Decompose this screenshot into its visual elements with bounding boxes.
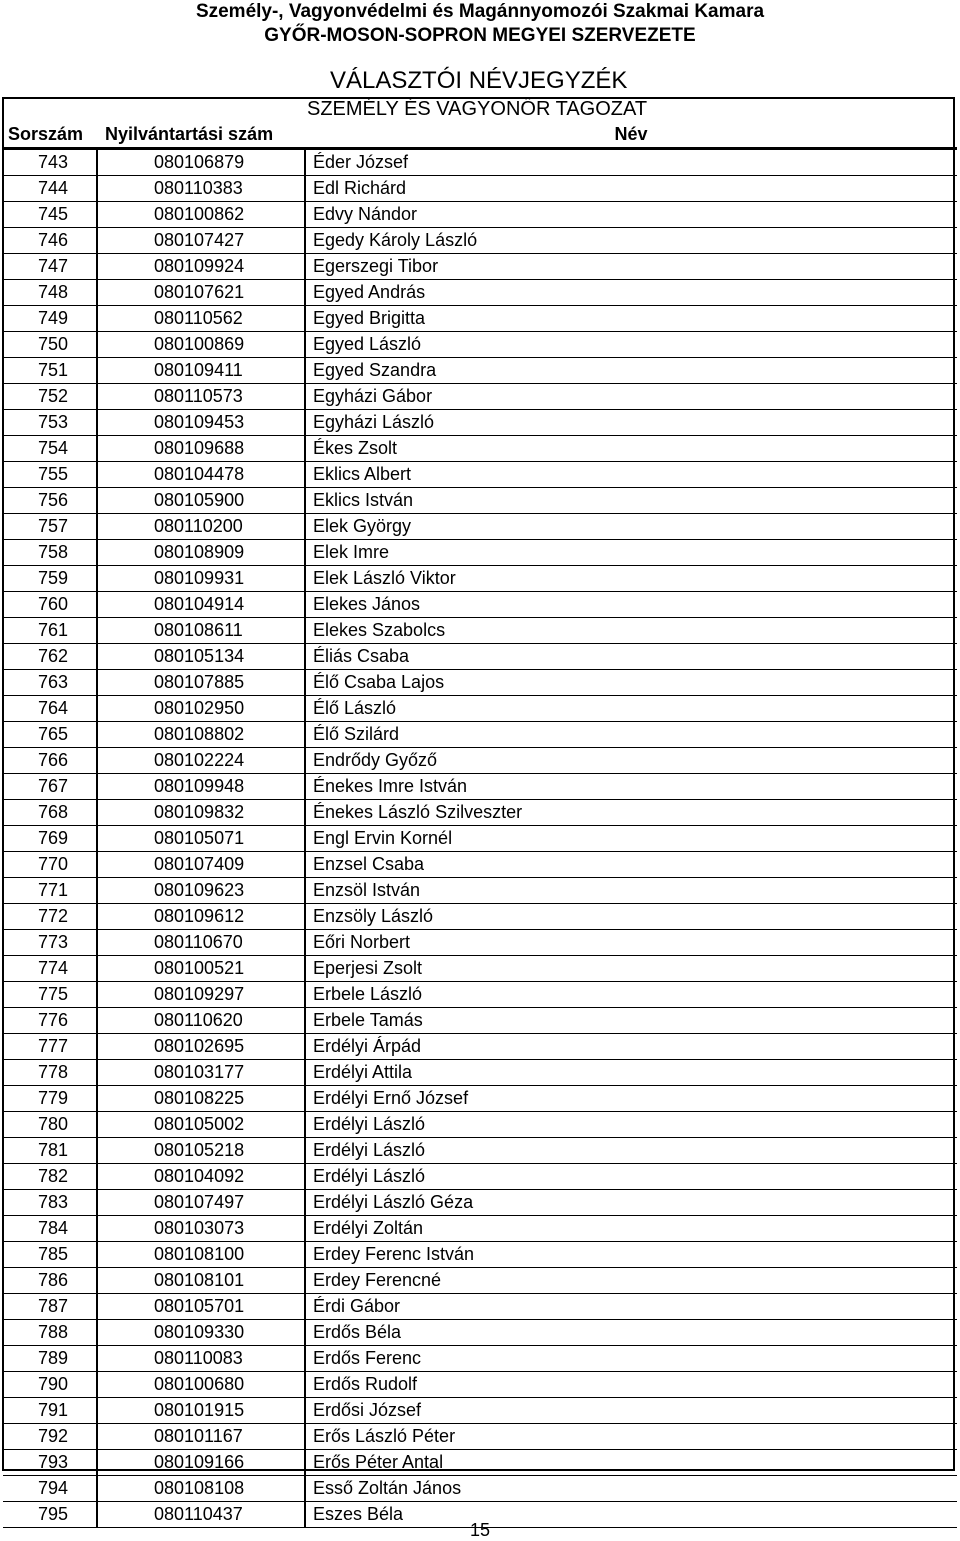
table-row — [3, 670, 957, 696]
row-name: Erdős Rudolf — [305, 1372, 957, 1398]
voter-register-table — [3, 97, 957, 1528]
row-registration-number: 080109623 — [97, 878, 305, 904]
row-name: Eklics Albert — [305, 462, 957, 488]
row-registration-number: 080105900 — [97, 488, 305, 514]
row-name: Erdélyi László — [305, 1112, 957, 1138]
table-row — [3, 1424, 957, 1450]
row-name: Enzsel Csaba — [305, 852, 957, 878]
row-serial-number: 753 — [3, 410, 97, 436]
row-name: Erdélyi Zoltán — [305, 1216, 957, 1242]
table-row — [3, 930, 957, 956]
row-serial-number: 777 — [3, 1034, 97, 1060]
row-registration-number: 080109453 — [97, 410, 305, 436]
row-registration-number: 080108802 — [97, 722, 305, 748]
row-name: Egerszegi Tibor — [305, 254, 957, 280]
row-registration-number: 080105134 — [97, 644, 305, 670]
row-serial-number: 785 — [3, 1242, 97, 1268]
table-row — [3, 436, 957, 462]
table-row — [3, 904, 957, 930]
row-registration-number: 080110620 — [97, 1008, 305, 1034]
table-row — [3, 1190, 957, 1216]
row-registration-number: 080109166 — [97, 1450, 305, 1476]
column-header-name: Név — [305, 121, 957, 149]
row-serial-number: 755 — [3, 462, 97, 488]
row-name: Egyed András — [305, 280, 957, 306]
table-row — [3, 384, 957, 410]
table-row — [3, 1320, 957, 1346]
row-name: Elek Imre — [305, 540, 957, 566]
row-serial-number: 743 — [3, 149, 97, 176]
table-row — [3, 826, 957, 852]
organization-branch: GYŐR-MOSON-SOPRON MEGYEI SZERVEZETE — [264, 25, 696, 46]
row-name: Erbele Tamás — [305, 1008, 957, 1034]
table-row — [3, 878, 957, 904]
row-name: Elekes János — [305, 592, 957, 618]
row-serial-number: 745 — [3, 202, 97, 228]
table-row — [3, 1138, 957, 1164]
row-name: Erdélyi László Géza — [305, 1190, 957, 1216]
row-serial-number: 795 — [3, 1502, 97, 1528]
table-row — [3, 176, 957, 202]
page-number: 15 — [469, 1520, 491, 1540]
row-serial-number: 768 — [3, 800, 97, 826]
row-name: Enzsöly László — [305, 904, 957, 930]
row-name: Erdélyi László — [305, 1138, 957, 1164]
row-serial-number: 759 — [3, 566, 97, 592]
row-registration-number: 080109948 — [97, 774, 305, 800]
table-row — [3, 566, 957, 592]
table-row — [3, 358, 957, 384]
row-serial-number: 780 — [3, 1112, 97, 1138]
table-row — [3, 1476, 957, 1502]
table-row — [3, 514, 957, 540]
row-registration-number: 080101167 — [97, 1424, 305, 1450]
table-row — [3, 722, 957, 748]
row-registration-number: 080107621 — [97, 280, 305, 306]
row-registration-number: 080109297 — [97, 982, 305, 1008]
row-serial-number: 747 — [3, 254, 97, 280]
row-registration-number: 080107885 — [97, 670, 305, 696]
table-row — [3, 696, 957, 722]
row-serial-number: 749 — [3, 306, 97, 332]
row-serial-number: 756 — [3, 488, 97, 514]
row-registration-number: 080105701 — [97, 1294, 305, 1320]
row-serial-number: 794 — [3, 1476, 97, 1502]
row-name: Egyházi László — [305, 410, 957, 436]
row-name: Edl Richárd — [305, 176, 957, 202]
table-row — [3, 1398, 957, 1424]
row-serial-number: 790 — [3, 1372, 97, 1398]
row-registration-number: 080103073 — [97, 1216, 305, 1242]
row-registration-number: 080106879 — [97, 149, 305, 176]
table-row — [3, 618, 957, 644]
table-row — [3, 410, 957, 436]
row-serial-number: 771 — [3, 878, 97, 904]
row-registration-number: 080110670 — [97, 930, 305, 956]
table-row — [3, 644, 957, 670]
row-name: Erdős Ferenc — [305, 1346, 957, 1372]
row-registration-number: 080108611 — [97, 618, 305, 644]
row-name: Erős László Péter — [305, 1424, 957, 1450]
row-name: Éliás Csaba — [305, 644, 957, 670]
row-registration-number: 080109832 — [97, 800, 305, 826]
row-name: Erdey Ferencné — [305, 1268, 957, 1294]
row-name: Enzsöl István — [305, 878, 957, 904]
row-name: Elek György — [305, 514, 957, 540]
row-name: Egedy Károly László — [305, 228, 957, 254]
organization-name: Személy-, Vagyonvédelmi és Magánnyomozói Szakmai Kamara — [195, 1, 765, 22]
row-registration-number: 080109931 — [97, 566, 305, 592]
row-serial-number: 774 — [3, 956, 97, 982]
row-serial-number: 760 — [3, 592, 97, 618]
table-row — [3, 1112, 957, 1138]
table-row — [3, 748, 957, 774]
row-serial-number: 763 — [3, 670, 97, 696]
row-serial-number: 775 — [3, 982, 97, 1008]
row-registration-number: 080110200 — [97, 514, 305, 540]
row-registration-number: 080103177 — [97, 1060, 305, 1086]
table-row — [3, 540, 957, 566]
row-registration-number: 080105002 — [97, 1112, 305, 1138]
row-name: Erdélyi Ernő József — [305, 1086, 957, 1112]
table-row — [3, 488, 957, 514]
row-name: Énekes Imre István — [305, 774, 957, 800]
row-serial-number: 751 — [3, 358, 97, 384]
row-name: Egyed Szandra — [305, 358, 957, 384]
row-registration-number: 080109688 — [97, 436, 305, 462]
row-registration-number: 080102695 — [97, 1034, 305, 1060]
row-serial-number: 750 — [3, 332, 97, 358]
row-serial-number: 762 — [3, 644, 97, 670]
row-registration-number: 080107409 — [97, 852, 305, 878]
table-row — [3, 956, 957, 982]
row-serial-number: 770 — [3, 852, 97, 878]
table-row — [3, 852, 957, 878]
row-name: Engl Ervin Kornél — [305, 826, 957, 852]
row-registration-number: 080110083 — [97, 1346, 305, 1372]
row-name: Erős Péter Antal — [305, 1450, 957, 1476]
row-registration-number: 080100680 — [97, 1372, 305, 1398]
section-row — [3, 97, 957, 121]
row-serial-number: 788 — [3, 1320, 97, 1346]
row-registration-number: 080107427 — [97, 228, 305, 254]
row-serial-number: 784 — [3, 1216, 97, 1242]
row-registration-number: 080100521 — [97, 956, 305, 982]
row-registration-number: 080110573 — [97, 384, 305, 410]
table-row — [3, 1216, 957, 1242]
row-name: Éder József — [305, 149, 957, 176]
table-row — [3, 1450, 957, 1476]
row-serial-number: 778 — [3, 1060, 97, 1086]
row-registration-number: 080102950 — [97, 696, 305, 722]
row-name: Énekes László Szilveszter — [305, 800, 957, 826]
row-serial-number: 748 — [3, 280, 97, 306]
table-row — [3, 774, 957, 800]
row-name: Eperjesi Zsolt — [305, 956, 957, 982]
row-registration-number: 080101915 — [97, 1398, 305, 1424]
row-registration-number: 080107497 — [97, 1190, 305, 1216]
row-serial-number: 772 — [3, 904, 97, 930]
table-row — [3, 332, 957, 358]
row-serial-number: 792 — [3, 1424, 97, 1450]
table-row — [3, 1060, 957, 1086]
section-subtitle: SZEMÉLY ÉS VAGYONŐR TAGOZAT — [307, 97, 648, 120]
row-name: Elek László Viktor — [305, 566, 957, 592]
row-registration-number: 080109330 — [97, 1320, 305, 1346]
row-name: Érdi Gábor — [305, 1294, 957, 1320]
table-row — [3, 982, 957, 1008]
row-name: Erdélyi Árpád — [305, 1034, 957, 1060]
row-name: Erdélyi Attila — [305, 1060, 957, 1086]
row-serial-number: 767 — [3, 774, 97, 800]
column-header-serial: Sorszám — [3, 121, 97, 149]
row-serial-number: 757 — [3, 514, 97, 540]
row-registration-number: 080108225 — [97, 1086, 305, 1112]
table-row — [3, 1086, 957, 1112]
row-name: Eőri Norbert — [305, 930, 957, 956]
row-serial-number: 746 — [3, 228, 97, 254]
table-row — [3, 1242, 957, 1268]
row-name: Elekes Szabolcs — [305, 618, 957, 644]
row-name: Endrődy Győző — [305, 748, 957, 774]
row-serial-number: 764 — [3, 696, 97, 722]
table-header-row — [3, 121, 957, 149]
row-registration-number: 080108909 — [97, 540, 305, 566]
row-name: Élő Szilárd — [305, 722, 957, 748]
row-name: Eszes Béla — [305, 1502, 957, 1528]
row-registration-number: 080109612 — [97, 904, 305, 930]
row-registration-number: 080100862 — [97, 202, 305, 228]
row-name: Egyházi Gábor — [305, 384, 957, 410]
row-serial-number: 789 — [3, 1346, 97, 1372]
row-registration-number: 080108100 — [97, 1242, 305, 1268]
table-row — [3, 800, 957, 826]
table-body — [3, 149, 957, 1528]
row-serial-number: 761 — [3, 618, 97, 644]
row-name: Élő László — [305, 696, 957, 722]
row-serial-number: 793 — [3, 1450, 97, 1476]
row-name: Egyed László — [305, 332, 957, 358]
table-row — [3, 462, 957, 488]
row-name: Egyed Brigitta — [305, 306, 957, 332]
row-registration-number: 080102224 — [97, 748, 305, 774]
row-name: Erdey Ferenc István — [305, 1242, 957, 1268]
row-name: Esső Zoltán János — [305, 1476, 957, 1502]
row-serial-number: 782 — [3, 1164, 97, 1190]
row-registration-number: 080108101 — [97, 1268, 305, 1294]
row-serial-number: 752 — [3, 384, 97, 410]
row-serial-number: 765 — [3, 722, 97, 748]
row-registration-number: 080105218 — [97, 1138, 305, 1164]
row-registration-number: 080104478 — [97, 462, 305, 488]
row-serial-number: 769 — [3, 826, 97, 852]
row-name: Erdélyi László — [305, 1164, 957, 1190]
table-row — [3, 228, 957, 254]
row-registration-number: 080110562 — [97, 306, 305, 332]
row-name: Erdős Béla — [305, 1320, 957, 1346]
table-row — [3, 280, 957, 306]
table-row — [3, 149, 957, 176]
table-row — [3, 202, 957, 228]
row-serial-number: 744 — [3, 176, 97, 202]
row-registration-number: 080109411 — [97, 358, 305, 384]
table-row — [3, 1164, 957, 1190]
row-registration-number: 080110437 — [97, 1502, 305, 1528]
document-title: VÁLASZTÓI NÉVJEGYZÉK — [330, 67, 628, 94]
row-registration-number: 080109924 — [97, 254, 305, 280]
row-serial-number: 766 — [3, 748, 97, 774]
row-registration-number: 080104092 — [97, 1164, 305, 1190]
row-registration-number: 080100869 — [97, 332, 305, 358]
table-row — [3, 1294, 957, 1320]
row-serial-number: 786 — [3, 1268, 97, 1294]
row-name: Eklics István — [305, 488, 957, 514]
row-serial-number: 791 — [3, 1398, 97, 1424]
table-row — [3, 306, 957, 332]
row-serial-number: 781 — [3, 1138, 97, 1164]
row-serial-number: 758 — [3, 540, 97, 566]
table-row — [3, 1346, 957, 1372]
row-serial-number: 787 — [3, 1294, 97, 1320]
row-name: Élő Csaba Lajos — [305, 670, 957, 696]
row-serial-number: 754 — [3, 436, 97, 462]
table-row — [3, 254, 957, 280]
column-header-registration: Nyilvántartási szám — [97, 121, 305, 149]
row-serial-number: 783 — [3, 1190, 97, 1216]
row-registration-number: 080105071 — [97, 826, 305, 852]
table-row — [3, 1372, 957, 1398]
row-name: Erdősi József — [305, 1398, 957, 1424]
table-row — [3, 1268, 957, 1294]
table-row — [3, 1008, 957, 1034]
row-registration-number: 080104914 — [97, 592, 305, 618]
row-registration-number: 080108108 — [97, 1476, 305, 1502]
row-name: Edvy Nándor — [305, 202, 957, 228]
table-row — [3, 592, 957, 618]
row-name: Ékes Zsolt — [305, 436, 957, 462]
row-serial-number: 776 — [3, 1008, 97, 1034]
table-row — [3, 1034, 957, 1060]
row-serial-number: 773 — [3, 930, 97, 956]
row-serial-number: 779 — [3, 1086, 97, 1112]
row-name: Erbele László — [305, 982, 957, 1008]
row-registration-number: 080110383 — [97, 176, 305, 202]
